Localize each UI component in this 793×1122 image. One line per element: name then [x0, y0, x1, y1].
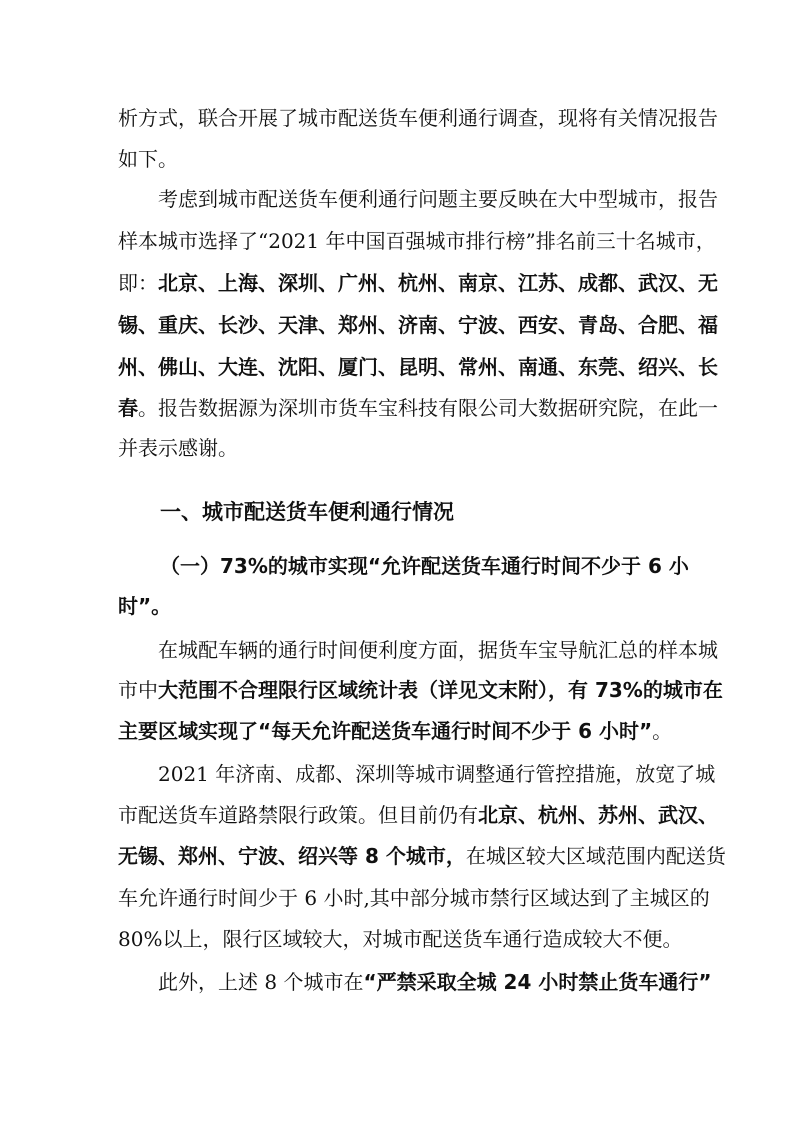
body-text: 市配送货车道路禁限行政策。但目前仍有: [118, 803, 478, 827]
text-line: [118, 927, 683, 951]
text-line: [158, 970, 712, 994]
text-line: [118, 594, 672, 618]
bold-text: 时”。: [118, 594, 172, 618]
text-line: [160, 554, 689, 578]
section-heading: 一、城市配送货车便利通行情况: [160, 500, 454, 524]
body-text: 2021 年济南、成都、深圳等城市调整通行管控措施，放宽了城: [158, 762, 716, 786]
body-text: 80%以上，限行区域较大，对城市配送货车通行造成较大不便。: [118, 927, 683, 951]
body-text: 考虑到城市配送货车便利通行问题主要反映在大中型城市，报告: [158, 187, 718, 211]
bold-text: 州、佛山、大连、沈阳、厦门、昆明、常州、南通、东莞、绍兴、长: [118, 355, 718, 379]
text-line: [158, 638, 718, 662]
body-text: 如下。: [118, 147, 178, 171]
text-line: [118, 844, 726, 868]
body-text: 市中: [118, 678, 158, 702]
bold-text: （一）73%的城市实现“允许配送货车通行时间不少于 6 小: [160, 554, 689, 578]
body-text: 析方式，联合开展了城市配送货车便利通行调查，现将有关情况报告: [118, 106, 718, 130]
bold-text: 无锡、郑州、宁波、绍兴等 8 个城市，: [118, 844, 466, 868]
text-line: [118, 803, 718, 827]
bold-text: 北京、上海、深圳、广州、杭州、南京、江苏、成都、武汉、无: [158, 271, 718, 295]
text-line: [158, 187, 718, 211]
bold-text: 主要区域实现了“每天允许配送货车通行时间不少于 6 小时”: [118, 719, 653, 743]
text-line: [118, 313, 718, 337]
text-line: [118, 147, 672, 171]
text-line: [118, 106, 718, 130]
bold-text: 锡、重庆、长沙、天津、郑州、济南、宁波、西安、青岛、合肥、福: [118, 313, 718, 337]
body-text: 样本城市选择了“2021 年中国百强城市排行榜”排名前三十名城市，: [118, 229, 716, 253]
text-line: [158, 762, 716, 786]
bold-text: 春: [118, 396, 138, 420]
body-text: 。报告数据源为深圳市货车宝科技有限公司大数据研究院，在此一: [138, 396, 718, 420]
text-line: [118, 886, 710, 910]
body-text: 。: [652, 719, 673, 743]
text-line: [118, 396, 718, 420]
text-line: [118, 355, 718, 379]
text-line: [118, 271, 718, 295]
text-line: [118, 719, 672, 743]
body-text: 即：: [118, 271, 158, 295]
text-line: [118, 229, 716, 253]
text-line: [118, 436, 672, 460]
bold-text: 大范围不合理限行区域统计表（详见文末附），有 73%的城市在: [158, 678, 723, 702]
body-text: 在城配车辆的通行时间便利度方面，据货车宝导航汇总的样本城: [158, 638, 718, 662]
body-text: 此外，上述 8 个城市在: [158, 970, 364, 994]
bold-text: 北京、杭州、苏州、武汉、: [478, 803, 718, 827]
text-line: [118, 678, 723, 702]
body-text: 在城区较大区域范围内配送货: [465, 844, 726, 868]
bold-text: “严禁采取全城 24 小时禁止货车通行”: [363, 970, 712, 994]
body-text: 车允许通行时间少于 6 小时,其中部分城市禁行区域达到了主城区的: [118, 886, 710, 910]
body-text: 并表示感谢。: [118, 436, 238, 460]
